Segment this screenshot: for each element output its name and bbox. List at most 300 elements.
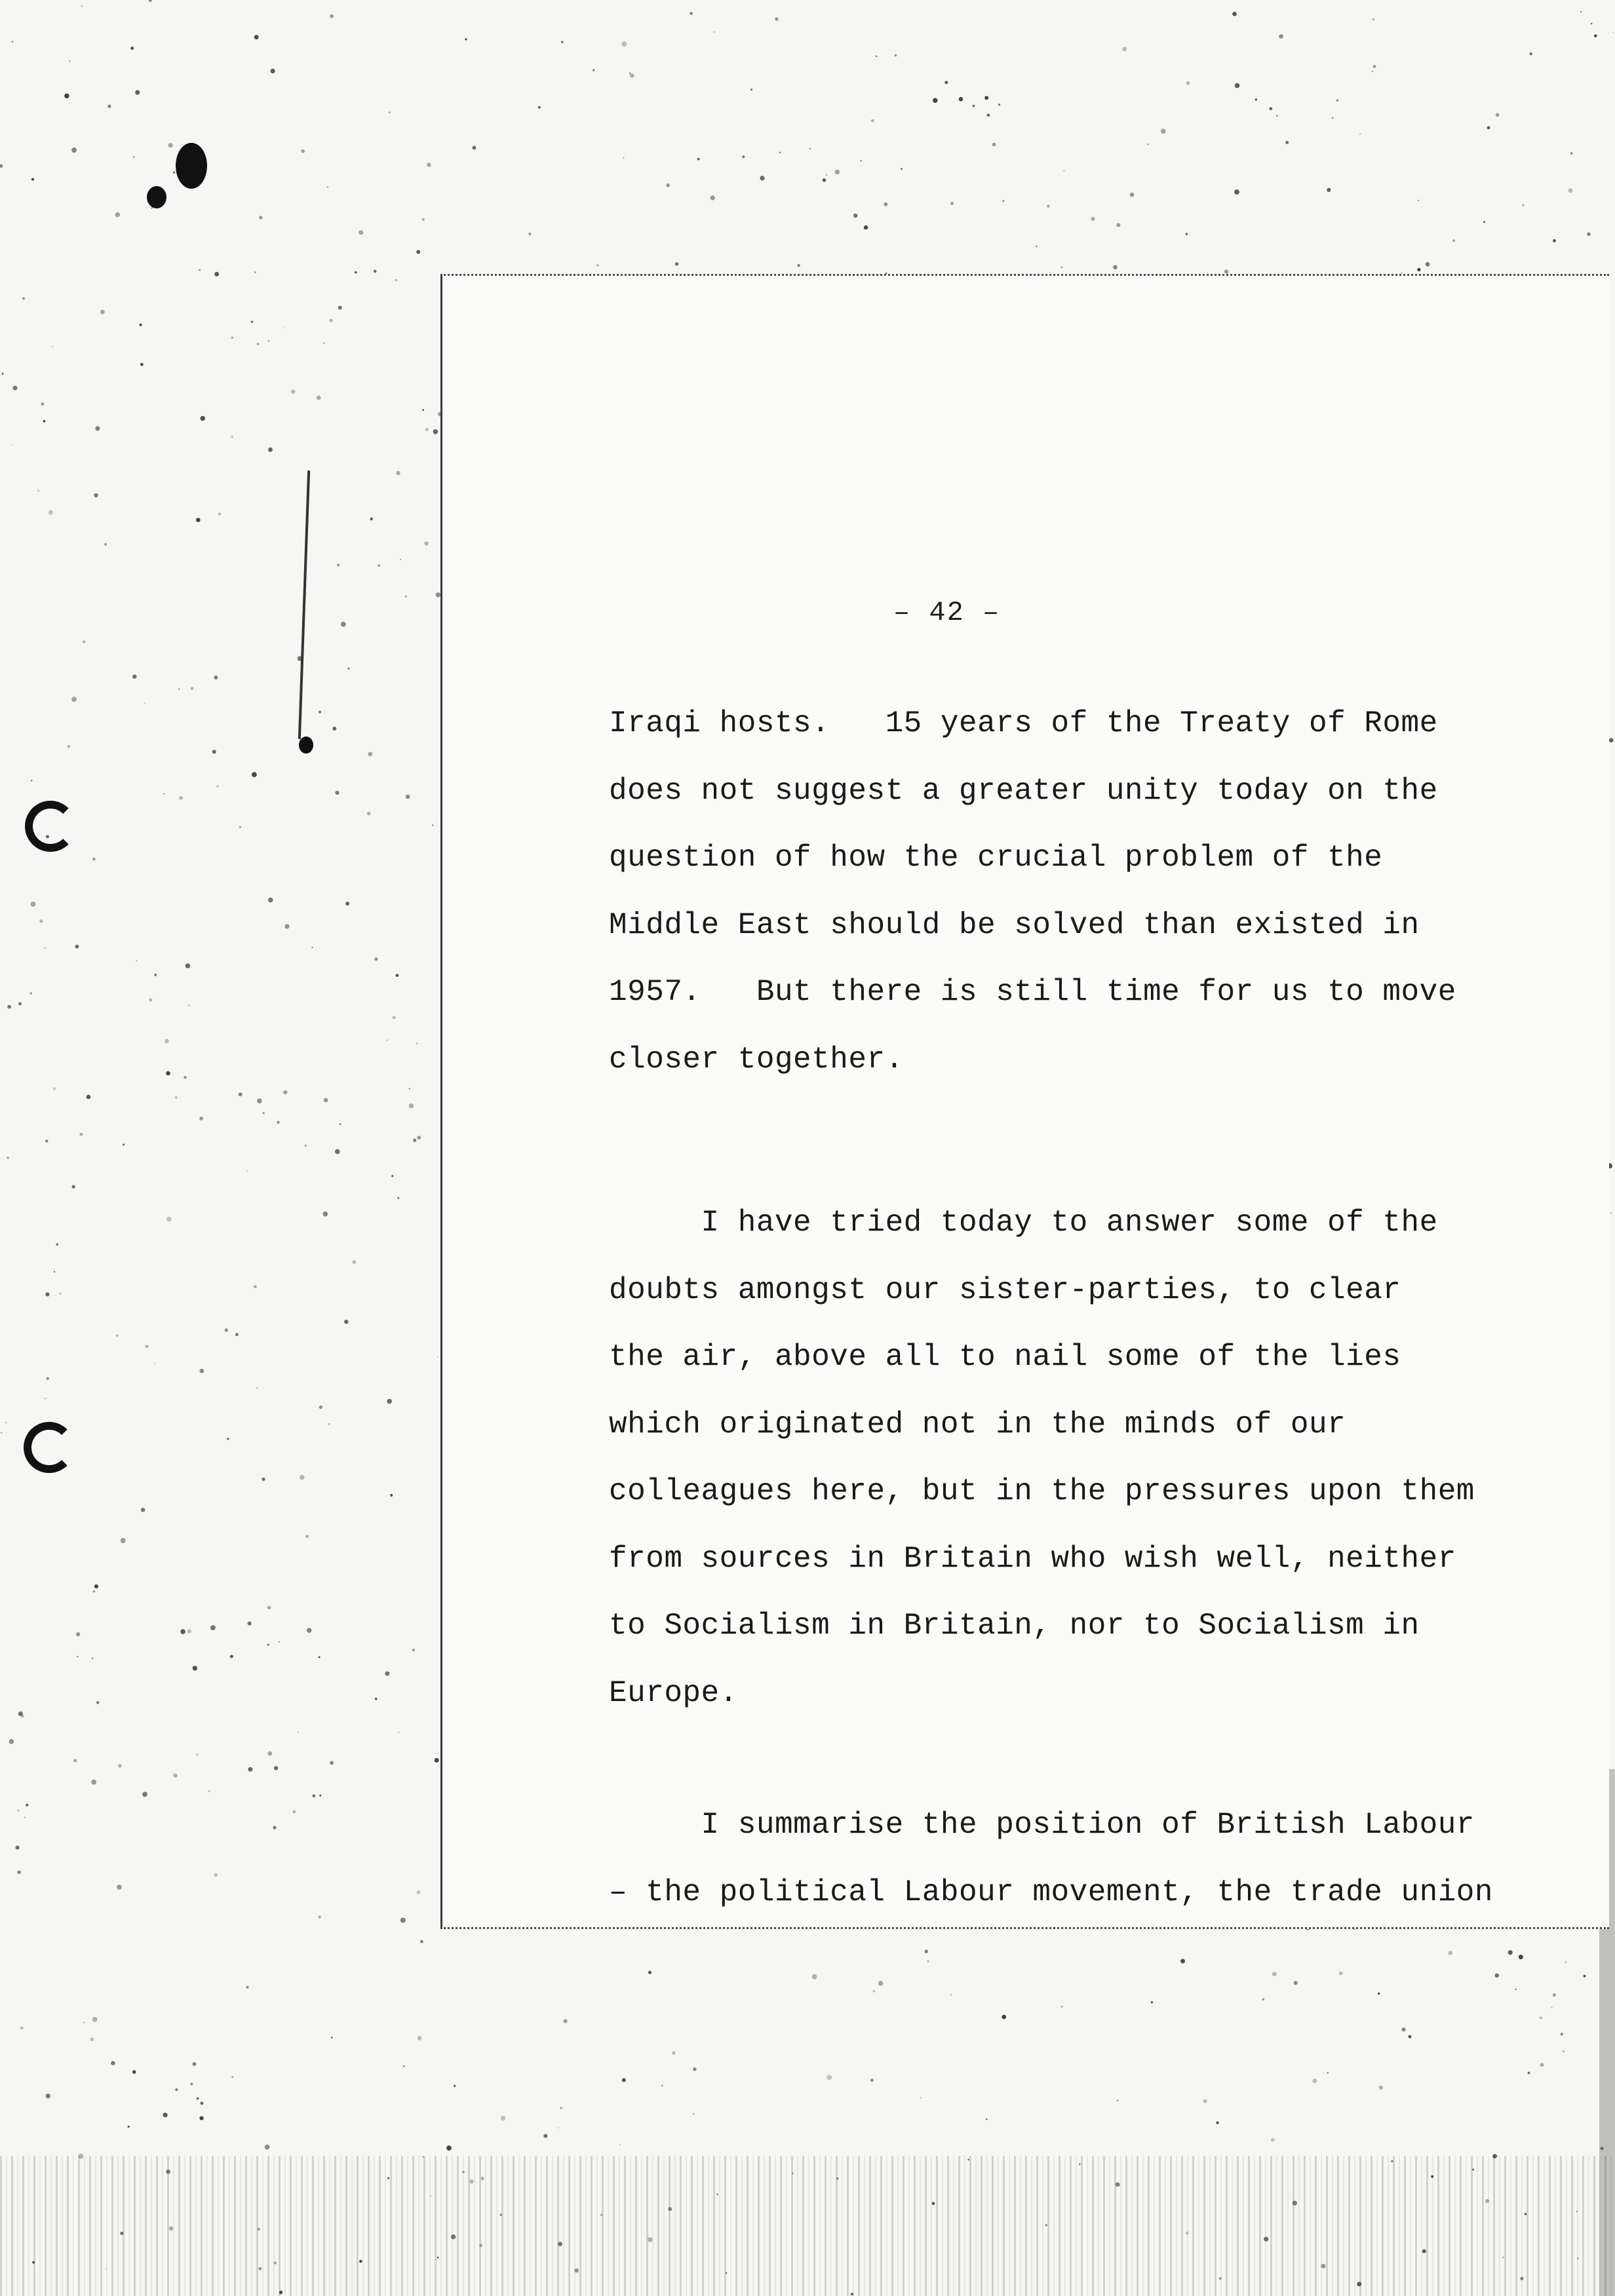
speck bbox=[0, 164, 3, 168]
speck bbox=[1147, 144, 1148, 145]
speck bbox=[1262, 1999, 1264, 2000]
text-line: 1957. But there is still time for us to move bbox=[609, 975, 1456, 1009]
speck bbox=[870, 2078, 874, 2082]
speck bbox=[273, 1826, 276, 1829]
speck bbox=[1285, 141, 1289, 144]
speck bbox=[200, 416, 205, 421]
speck bbox=[11, 444, 12, 446]
speck bbox=[71, 697, 77, 702]
speck bbox=[779, 152, 781, 153]
speck bbox=[305, 1535, 309, 1539]
speck bbox=[543, 2134, 547, 2138]
speck bbox=[397, 1197, 399, 1199]
speck bbox=[104, 543, 107, 546]
punch-hole-top bbox=[25, 801, 76, 852]
speck bbox=[368, 752, 372, 756]
speck bbox=[116, 1335, 118, 1337]
speck bbox=[117, 1885, 121, 1889]
speck bbox=[710, 195, 715, 200]
speck bbox=[378, 564, 380, 567]
text-line: Middle East should be solved than existed in bbox=[609, 908, 1420, 942]
speck bbox=[72, 1185, 75, 1189]
speck bbox=[300, 1475, 305, 1480]
speck bbox=[623, 157, 624, 159]
speck bbox=[178, 689, 180, 690]
speck bbox=[268, 898, 273, 902]
speck bbox=[165, 1039, 168, 1043]
speck bbox=[797, 264, 800, 267]
text-line: to Socialism in Britain, nor to Socialism in bbox=[609, 1609, 1420, 1643]
speck bbox=[149, 0, 152, 2]
speck bbox=[60, 1293, 62, 1295]
speck bbox=[136, 961, 138, 962]
speck bbox=[1235, 83, 1240, 88]
speck bbox=[31, 178, 34, 181]
speck bbox=[390, 1494, 393, 1497]
speck bbox=[693, 2067, 696, 2071]
speck bbox=[254, 271, 256, 273]
speck bbox=[332, 727, 336, 731]
speck bbox=[697, 158, 700, 161]
speck bbox=[1452, 239, 1455, 242]
speck bbox=[950, 1994, 952, 1995]
text-line: doubts amongst our sister-parties, to clear bbox=[609, 1272, 1401, 1307]
speck bbox=[311, 947, 313, 948]
speck bbox=[335, 791, 339, 795]
speck bbox=[417, 1136, 421, 1139]
speck bbox=[54, 1271, 55, 1272]
speck bbox=[175, 1096, 178, 1099]
speck bbox=[878, 1981, 884, 1986]
speck bbox=[593, 69, 594, 71]
speck bbox=[1553, 1993, 1556, 1997]
speck bbox=[944, 81, 948, 84]
speck bbox=[115, 212, 121, 218]
speck bbox=[235, 1333, 239, 1336]
text-line: Iraqi hosts. 15 years of the Treaty of Rome bbox=[609, 706, 1438, 740]
speck bbox=[239, 826, 241, 828]
speck bbox=[690, 12, 692, 14]
speck bbox=[96, 1701, 100, 1704]
speck bbox=[144, 702, 146, 704]
speck bbox=[1591, 23, 1592, 24]
speck bbox=[175, 2088, 178, 2091]
speck bbox=[94, 493, 98, 498]
speck bbox=[398, 1732, 399, 1733]
speck bbox=[21, 1715, 24, 1718]
speck bbox=[196, 518, 201, 522]
speck bbox=[45, 1398, 46, 1399]
speck bbox=[1570, 152, 1573, 155]
speck bbox=[1418, 200, 1419, 201]
speck bbox=[876, 56, 878, 58]
speck bbox=[26, 1804, 28, 1807]
speck bbox=[973, 105, 975, 107]
speck bbox=[1327, 188, 1331, 192]
paragraph-3 bbox=[609, 1791, 1493, 1926]
speck bbox=[901, 168, 903, 170]
speck bbox=[146, 1345, 149, 1348]
speck bbox=[251, 321, 254, 324]
speck bbox=[214, 676, 218, 679]
speck bbox=[331, 2037, 333, 2038]
speck bbox=[406, 795, 410, 799]
speck bbox=[107, 105, 111, 108]
speck bbox=[227, 1438, 229, 1440]
speck bbox=[30, 902, 35, 907]
speck bbox=[1496, 113, 1500, 117]
speck bbox=[313, 1794, 316, 1797]
speck bbox=[560, 2107, 562, 2109]
speck bbox=[630, 73, 634, 77]
speck bbox=[218, 512, 221, 515]
speck bbox=[163, 794, 165, 795]
text-line: the air, above all to nail some of the lies bbox=[609, 1340, 1401, 1374]
speck bbox=[374, 957, 378, 961]
speck bbox=[330, 1761, 334, 1765]
speck bbox=[405, 596, 407, 598]
speck bbox=[1551, 2006, 1553, 2008]
speck bbox=[400, 559, 401, 560]
speck bbox=[30, 993, 32, 995]
speck bbox=[166, 1217, 172, 1222]
speck bbox=[292, 1810, 296, 1814]
speck bbox=[317, 396, 321, 400]
speck bbox=[31, 780, 33, 782]
speck bbox=[1487, 126, 1490, 130]
speck bbox=[64, 94, 69, 98]
speck bbox=[629, 73, 631, 74]
text-line: question of how the crucial problem of the bbox=[609, 841, 1383, 875]
speck bbox=[409, 1103, 414, 1108]
speck bbox=[984, 96, 988, 100]
speck bbox=[1561, 2033, 1563, 2035]
speck bbox=[191, 687, 194, 690]
speck bbox=[45, 1139, 48, 1142]
speck bbox=[18, 1003, 22, 1006]
speck bbox=[809, 148, 811, 149]
speck bbox=[328, 1423, 330, 1425]
speck bbox=[73, 1759, 77, 1763]
speck bbox=[210, 1625, 216, 1630]
speck bbox=[1594, 34, 1597, 37]
speck bbox=[257, 1098, 262, 1103]
speck bbox=[538, 106, 541, 109]
speck bbox=[1270, 107, 1273, 111]
speck bbox=[355, 271, 357, 273]
speck bbox=[79, 1133, 83, 1136]
speck bbox=[1563, 2050, 1565, 2052]
speck bbox=[1276, 115, 1278, 117]
speck bbox=[335, 1149, 340, 1155]
scan-edge-band bbox=[0, 2156, 1615, 2296]
speck bbox=[925, 1950, 928, 1953]
speck bbox=[274, 1766, 278, 1770]
paragraph-2 bbox=[609, 1189, 1475, 1727]
speck bbox=[13, 386, 18, 391]
speck bbox=[1610, 1212, 1612, 1214]
speck bbox=[338, 306, 342, 310]
speck bbox=[465, 38, 467, 40]
speck bbox=[46, 2094, 51, 2099]
speck bbox=[1373, 65, 1376, 68]
speck bbox=[1609, 738, 1614, 742]
speck bbox=[389, 111, 390, 113]
speck bbox=[173, 171, 176, 174]
speck bbox=[1508, 1950, 1513, 1955]
speck bbox=[396, 974, 399, 977]
speck bbox=[123, 1143, 125, 1145]
speck bbox=[1180, 1959, 1185, 1964]
speck bbox=[246, 1986, 248, 1989]
speck bbox=[231, 2076, 233, 2078]
speck bbox=[187, 1630, 191, 1634]
speck bbox=[1216, 2121, 1218, 2124]
speck bbox=[1047, 204, 1050, 208]
speck bbox=[992, 143, 996, 147]
speck bbox=[254, 35, 259, 39]
speck bbox=[528, 233, 531, 235]
ink-blot bbox=[176, 143, 207, 189]
speck bbox=[94, 1584, 98, 1588]
speck bbox=[853, 214, 857, 218]
speck bbox=[155, 1363, 156, 1364]
speck bbox=[323, 1212, 328, 1217]
speck bbox=[1417, 268, 1420, 271]
speck bbox=[135, 90, 140, 95]
speck bbox=[827, 2075, 832, 2080]
speck bbox=[672, 2052, 675, 2055]
speck bbox=[387, 1399, 392, 1404]
speck bbox=[920, 2097, 922, 2099]
speck bbox=[1002, 2015, 1006, 2019]
speck bbox=[1519, 1955, 1523, 1959]
speck bbox=[225, 1328, 228, 1331]
speck bbox=[330, 318, 333, 322]
speck bbox=[168, 143, 173, 147]
speck bbox=[871, 119, 874, 123]
speck bbox=[44, 947, 45, 949]
text-line: colleagues here, but in the pressures upon them bbox=[609, 1474, 1475, 1508]
speck bbox=[563, 2019, 567, 2023]
page-number: – 42 – bbox=[893, 597, 1001, 628]
speck bbox=[391, 1175, 393, 1177]
speck bbox=[1313, 2078, 1317, 2083]
speck bbox=[330, 14, 334, 18]
speck bbox=[501, 2116, 506, 2121]
speck bbox=[895, 54, 897, 57]
speck bbox=[323, 342, 325, 344]
speck bbox=[1587, 233, 1591, 237]
ink-blot bbox=[147, 186, 166, 208]
speck bbox=[648, 1971, 652, 1974]
speck bbox=[1117, 2100, 1118, 2101]
speck bbox=[87, 1095, 91, 1100]
speck bbox=[248, 1622, 252, 1626]
speck bbox=[20, 2027, 24, 2030]
speck bbox=[987, 113, 990, 117]
speck bbox=[1339, 1972, 1343, 1976]
speck bbox=[666, 183, 670, 187]
speck bbox=[173, 1773, 178, 1778]
speck bbox=[409, 1088, 410, 1089]
speck bbox=[375, 1698, 378, 1700]
speck bbox=[22, 297, 25, 300]
speck bbox=[374, 270, 376, 273]
speck bbox=[41, 402, 44, 406]
speck bbox=[436, 592, 440, 597]
speck bbox=[340, 1123, 341, 1125]
punch-hole-bottom bbox=[24, 1422, 75, 1473]
speck bbox=[1409, 2035, 1412, 2038]
text-line: Europe. bbox=[609, 1675, 738, 1710]
speck bbox=[424, 541, 428, 545]
speck bbox=[283, 327, 284, 328]
speck bbox=[861, 160, 862, 161]
speck bbox=[400, 1918, 406, 1923]
speck bbox=[199, 269, 201, 271]
speck bbox=[750, 88, 752, 90]
speck bbox=[180, 1629, 185, 1634]
speck bbox=[1372, 18, 1375, 21]
speck bbox=[1232, 12, 1237, 16]
speck bbox=[416, 250, 420, 254]
speck bbox=[53, 1087, 56, 1090]
speck bbox=[823, 178, 826, 182]
speck bbox=[1060, 266, 1063, 269]
text-line: I have tried today to answer some of the bbox=[609, 1206, 1438, 1240]
speck bbox=[133, 156, 135, 158]
speck bbox=[267, 1644, 269, 1646]
speck bbox=[319, 1656, 321, 1658]
speck bbox=[163, 2113, 168, 2117]
speck bbox=[83, 2021, 85, 2023]
speck bbox=[24, 1817, 26, 1818]
speck bbox=[92, 858, 96, 861]
speck bbox=[92, 2017, 98, 2022]
speck bbox=[93, 1590, 95, 1592]
speck bbox=[49, 510, 53, 514]
speck bbox=[197, 2097, 199, 2099]
speck bbox=[1151, 2001, 1154, 2004]
speck bbox=[284, 924, 289, 928]
speck bbox=[959, 97, 963, 102]
speck bbox=[140, 363, 144, 366]
speck bbox=[1336, 100, 1338, 102]
speck bbox=[1279, 34, 1283, 39]
speck bbox=[1515, 1989, 1516, 1990]
speck bbox=[1061, 2006, 1063, 2008]
speck bbox=[262, 1112, 264, 1114]
speck bbox=[185, 963, 190, 968]
speck bbox=[271, 69, 275, 73]
speck bbox=[1002, 200, 1004, 202]
typed-page bbox=[440, 274, 1609, 1929]
speck bbox=[775, 18, 778, 21]
speck bbox=[1483, 221, 1485, 223]
speck bbox=[319, 1406, 322, 1409]
speck bbox=[262, 1478, 265, 1481]
speck bbox=[259, 216, 262, 219]
speck bbox=[1584, 1975, 1586, 1978]
speck bbox=[248, 1767, 252, 1772]
speck bbox=[835, 170, 840, 175]
speck bbox=[393, 1016, 396, 1020]
speck bbox=[118, 1764, 122, 1768]
speck bbox=[1612, 32, 1614, 33]
speck bbox=[199, 1117, 203, 1120]
speck bbox=[418, 2036, 422, 2040]
speck bbox=[558, 2127, 559, 2128]
speck bbox=[52, 346, 53, 347]
speck bbox=[179, 796, 183, 800]
speck bbox=[826, 174, 827, 176]
speck bbox=[246, 1170, 248, 1172]
speck bbox=[7, 1005, 11, 1009]
speck bbox=[47, 1377, 49, 1380]
speck bbox=[1122, 47, 1127, 51]
speck bbox=[1553, 239, 1556, 242]
speck bbox=[675, 262, 678, 265]
speck bbox=[433, 429, 438, 434]
speck bbox=[216, 785, 219, 788]
speck bbox=[396, 471, 400, 475]
speck bbox=[473, 146, 477, 150]
speck bbox=[413, 1139, 416, 1142]
speck bbox=[81, 5, 83, 7]
speck bbox=[347, 667, 350, 670]
speck bbox=[596, 264, 598, 266]
text-line: – the political Labour movement, the trade union bbox=[609, 1875, 1494, 1909]
speck bbox=[1113, 265, 1117, 269]
speck bbox=[43, 420, 46, 423]
ink-blot bbox=[299, 737, 313, 754]
speck bbox=[425, 428, 429, 431]
speck bbox=[1116, 223, 1120, 227]
speck bbox=[387, 1039, 388, 1041]
speck bbox=[1540, 2063, 1544, 2067]
speck bbox=[416, 1043, 418, 1044]
speck bbox=[1530, 52, 1532, 55]
speck bbox=[1327, 2072, 1329, 2074]
speck bbox=[412, 1649, 415, 1651]
speck bbox=[1255, 98, 1258, 101]
speck bbox=[1, 1432, 2, 1433]
speck bbox=[1272, 1972, 1277, 1976]
speck bbox=[324, 1098, 328, 1103]
text-line: closer together. bbox=[609, 1042, 904, 1077]
speck bbox=[283, 1090, 287, 1094]
speck bbox=[998, 104, 1000, 105]
speck bbox=[71, 147, 77, 153]
speck bbox=[140, 324, 142, 326]
text-line: from sources in Britain who wish well, neither bbox=[609, 1541, 1456, 1576]
speck bbox=[154, 974, 157, 976]
speck bbox=[214, 272, 219, 277]
speck bbox=[68, 745, 71, 748]
speck bbox=[385, 1672, 389, 1676]
text-line: does not suggest a greater unity today on the bbox=[609, 773, 1438, 808]
speck bbox=[132, 674, 137, 679]
speck bbox=[130, 47, 134, 50]
speck bbox=[395, 279, 398, 282]
speck bbox=[986, 2118, 988, 2120]
speck bbox=[422, 218, 425, 221]
speck bbox=[212, 750, 216, 754]
speck bbox=[1401, 2027, 1405, 2031]
speck bbox=[621, 41, 627, 47]
speck bbox=[454, 2085, 456, 2087]
